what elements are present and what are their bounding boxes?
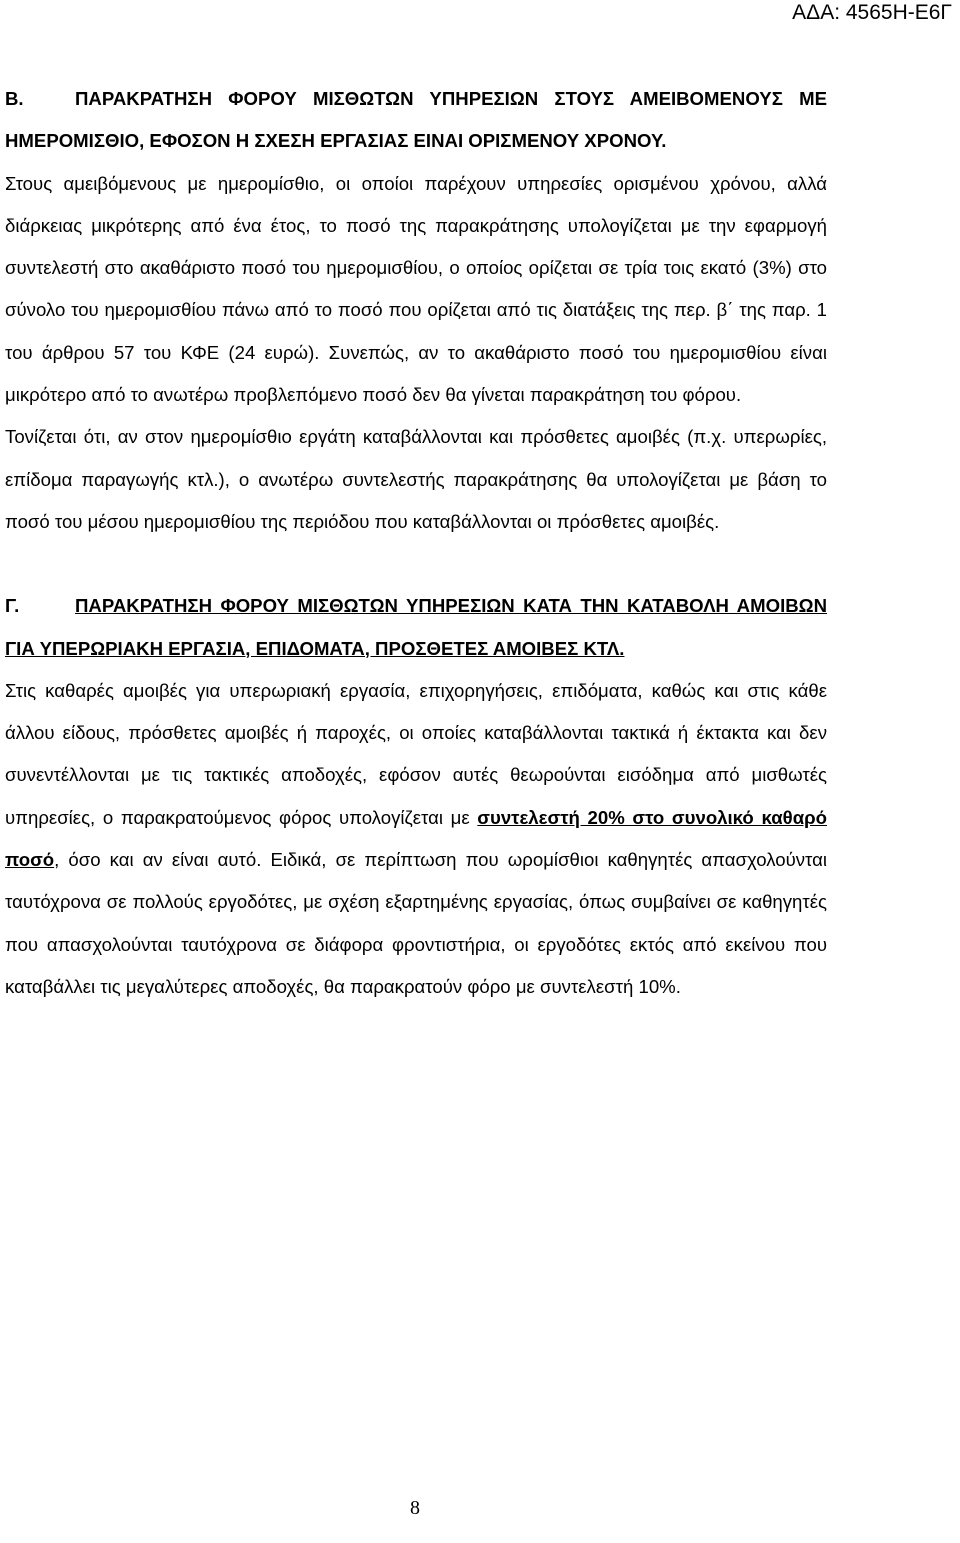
section-b-letter: Β. bbox=[5, 88, 24, 109]
section-c-text-part-2: , όσο και αν είναι αυτό. Ειδικά, σε περίπτωση που ωρομίσθιοι καθηγητές απασχολούνται ταυτόχρονα σε πολλούς εργοδότες, με σχέση εξαρτημένης εργασίας, όπως συμβαίνει σε καθηγητές που απασχολούνται ταυτόχρονα σε διάφορα φροντιστήρια, οι εργοδότες εκτός από εκείνου που καταβάλλει τις μεγαλύτερες αποδοχές, θα παρακρατούν φόρο με συντελεστή 10%. bbox=[5, 849, 827, 997]
section-b-title: ΠΑΡΑΚΡΑΤΗΣΗ ΦΟΡΟΥ ΜΙΣΘΩΤΩΝ ΥΠΗΡΕΣΙΩΝ ΣΤΟΥΣ ΑΜΕΙΒΟΜΕΝΟΥΣ ΜΕ ΗΜΕΡΟΜΙΣΘΙΟ, ΕΦΟΣΟΝ Η ΣΧΕΣΗ ΕΡΓΑΣΙΑΣ ΕΙΝΑΙ ΟΡΙΣΜΕΝΟΥ ΧΡΟΝΟΥ. bbox=[5, 88, 827, 152]
page-number: 8 bbox=[410, 1497, 420, 1519]
section-b-paragraph-1: Στους αμειβόμενους με ημερομίσθιο, οι οποίοι παρέχουν υπηρεσίες ορισμένου χρόνου, αλλά διάρκειας μικρότερης από ένα έτος, το ποσό της παρακράτησης υπολογίζεται με την εφαρμογή συντελεστή στο ακαθάριστο ποσό του ημερομισθίου, ο οποίος ορίζεται σε τρία τοις εκατό (3%) στο σύνολο του ημερομισθίου πάνω από το ποσό που ορίζεται από τις διατάξεις της περ. β΄ της παρ. 1 του άρθρου 57 του ΚΦΕ (24 ευρώ). Συνεπώς, αν το ακαθάριστο ποσό του ημερομισθίου είναι μικρότερο από το ανωτέρω προβλεπόμενο ποσό δεν θα γίνεται παρακράτηση του φόρου. bbox=[5, 172, 827, 406]
section-b-heading bbox=[5, 78, 827, 163]
ada-code: ΑΔΑ: 4565Η-Ε6Γ bbox=[792, 1, 952, 24]
section-b-paragraph-2: Τονίζεται ότι, αν στον ημερομίσθιο εργάτη καταβάλλονται και πρόσθετες αμοιβές (π.χ. υπερωρίες, επίδομα παραγωγής κτλ.), ο ανωτέρω συντελεστής παρακράτησης θα υπολογίζεται με βάση το ποσό του μέσου ημερομισθίου της περιόδου που καταβάλλονται οι πρόσθετες αμοιβές. bbox=[5, 426, 827, 532]
section-gap bbox=[5, 543, 827, 585]
document-body bbox=[5, 78, 827, 1008]
section-c-title: ΠΑΡΑΚΡΑΤΗΣΗ ΦΟΡΟΥ ΜΙΣΘΩΤΩΝ ΥΠΗΡΕΣΙΩΝ ΚΑΤΑ ΤΗΝ ΚΑΤΑΒΟΛΗ ΑΜΟΙΒΩΝ ΓΙΑ ΥΠΕΡΩΡΙΑΚΗ ΕΡΓΑΣΙΑ, ΕΠΙΔΟΜΑΤΑ, ΠΡΟΣΘΕΤΕΣ ΑΜΟΙΒΕΣ ΚΤΛ. bbox=[5, 595, 827, 659]
section-c-paragraph bbox=[5, 670, 827, 1008]
section-c-emphasis: συντελεστή 20% στο συνολικό καθαρό ποσό bbox=[5, 806, 827, 871]
section-c-heading bbox=[5, 585, 827, 670]
section-c-letter: Γ. bbox=[5, 595, 20, 617]
section-c-text-part-1: Στις καθαρές αμοιβές για υπερωριακή εργασία, επιχορηγήσεις, επιδόματα, καθώς και στις κάθε άλλου είδους, πρόσθετες αμοιβές ή παροχές, οι οποίες καταβάλλονται τακτικά ή έκτακτα και δεν συνεντέλλονται με τις τακτικές αποδοχές, εφόσον αυτές θεωρούνται εισόδημα από μισθωτές υπηρεσίες, ο παρακρατούμενος φόρος υπολογίζεται με bbox=[5, 679, 827, 828]
